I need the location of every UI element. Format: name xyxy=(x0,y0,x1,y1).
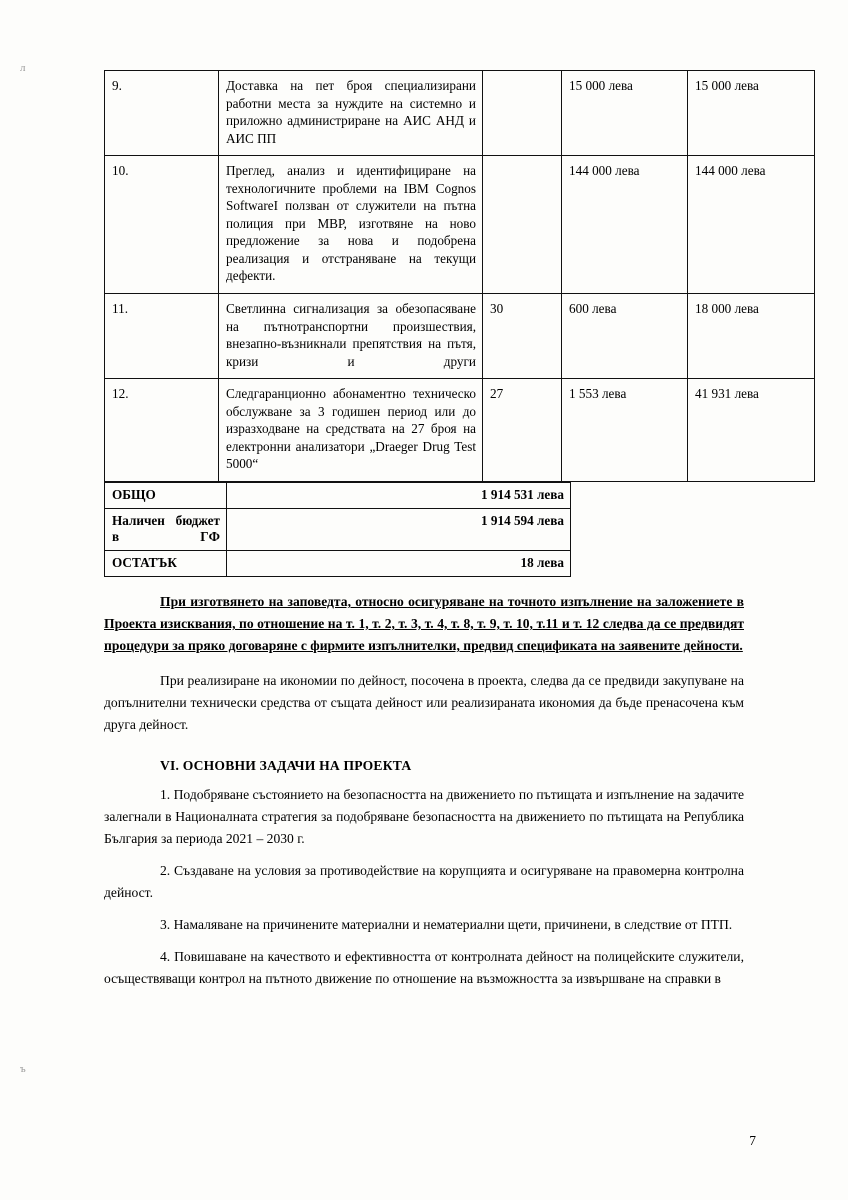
row-quantity: 27 xyxy=(483,379,562,482)
totals-value: 1 914 531 лева xyxy=(227,482,571,508)
totals-label: ОБЩО xyxy=(105,482,227,508)
row-total: 18 000 лева xyxy=(688,294,815,379)
list-item: 2. Създаване на условия за противодействие на корупцията и осигуряване на правомерна контролна дейност. xyxy=(104,863,744,901)
table-row xyxy=(105,156,815,294)
totals-row xyxy=(105,482,571,508)
row-description: Преглед, анализ и идентифициране на технологичните проблеми на IBM Cognos SoftwareI ползван от служители на пътна полиция при МВР, изготвяне на ново предложение за нова и подобрена реализация и отстраняване на текущи дефекти. xyxy=(219,156,483,294)
row-number: 11. xyxy=(105,294,219,379)
row-unit-price: 1 553 лева xyxy=(562,379,688,482)
row-description: Светлинна сигнализация за обезопасяване на пътнотранспортни произшествия, внезапно-възникнали препятствия на пътя, кризи и други xyxy=(219,294,483,379)
table-row xyxy=(105,71,815,156)
totals-table xyxy=(104,482,571,577)
paragraph-savings: При реализиране на икономии по дейност, посочена в проекта, следва да се предвиди закупуване на допълнителни технически средства от същата дейност или реализираната икономия да бъде пренасочена към друга дейност. xyxy=(104,672,744,733)
margin-mark-bottom: ъ xyxy=(20,1063,26,1075)
row-quantity: 30 xyxy=(483,294,562,379)
row-number: 9. xyxy=(105,71,219,156)
paragraph-procedures: При изготвянето на заповедта, относно осигуряване на точното изпълнение на заложениете в Проекта изисквания, по отношение на т. 1, т. 2, т. 3, т. 4, т. 8, т. 9, т. 10, т.11 и т. 12 следва да се предвидят процедури за пряко договаряне с фирмите изпълнителки, предвид спецификата на заявените дейности. xyxy=(104,593,744,653)
page-number: 7 xyxy=(749,1133,756,1148)
totals-value: 18 лева xyxy=(227,550,571,576)
totals-row xyxy=(105,550,571,576)
section-heading-main-tasks: VI. ОСНОВНИ ЗАДАЧИ НА ПРОЕКТА xyxy=(160,758,412,774)
list-item: 4. Повишаване на качеството и ефективността от контролната дейност на полицейските служители, осъществяващи контрол на пътното движение по отношение на възможността за извършване на справки в xyxy=(104,949,744,987)
row-description: Доставка на пет броя специализирани работни места за нуждите на системно и приложно администриране на АИС АНД и АИС ПП xyxy=(219,71,483,156)
table-row xyxy=(105,379,815,482)
row-unit-price: 15 000 лева xyxy=(562,71,688,156)
row-unit-price: 144 000 лева xyxy=(562,156,688,294)
list-item: 3. Намаляване на причинените материални и нематериални щети, причинени, в следствие от ПТП. xyxy=(160,917,733,933)
row-total: 15 000 лева xyxy=(688,71,815,156)
row-quantity xyxy=(483,156,562,294)
list-item: 1. Подобряване състоянието на безопасността на движението по пътищата и изпълнение на задачите залегнали в Националната стратегия за подобряване безопасността на движението по пътищата на Република България за периода 2021 – 2030 г. xyxy=(104,787,744,847)
row-total: 144 000 лева xyxy=(688,156,815,294)
totals-row xyxy=(105,508,571,550)
row-description: Следгаранционно абонаментно техническо обслужване за 3 годишен период или до изразходване на средствата на 27 броя на електронни анализатори „Draeger Drug Test 5000“ xyxy=(219,379,483,482)
page-content xyxy=(104,70,766,990)
row-total: 41 931 лева xyxy=(688,379,815,482)
margin-mark-top: л xyxy=(20,62,26,74)
row-number: 12. xyxy=(105,379,219,482)
totals-label: Наличен бюджет в ГФ xyxy=(105,508,227,550)
totals-value: 1 914 594 лева xyxy=(227,508,571,550)
totals-label: ОСТАТЪК xyxy=(105,550,227,576)
table-row xyxy=(105,294,815,379)
row-unit-price: 600 лева xyxy=(562,294,688,379)
cost-table xyxy=(104,70,815,482)
row-number: 10. xyxy=(105,156,219,294)
row-quantity xyxy=(483,71,562,156)
